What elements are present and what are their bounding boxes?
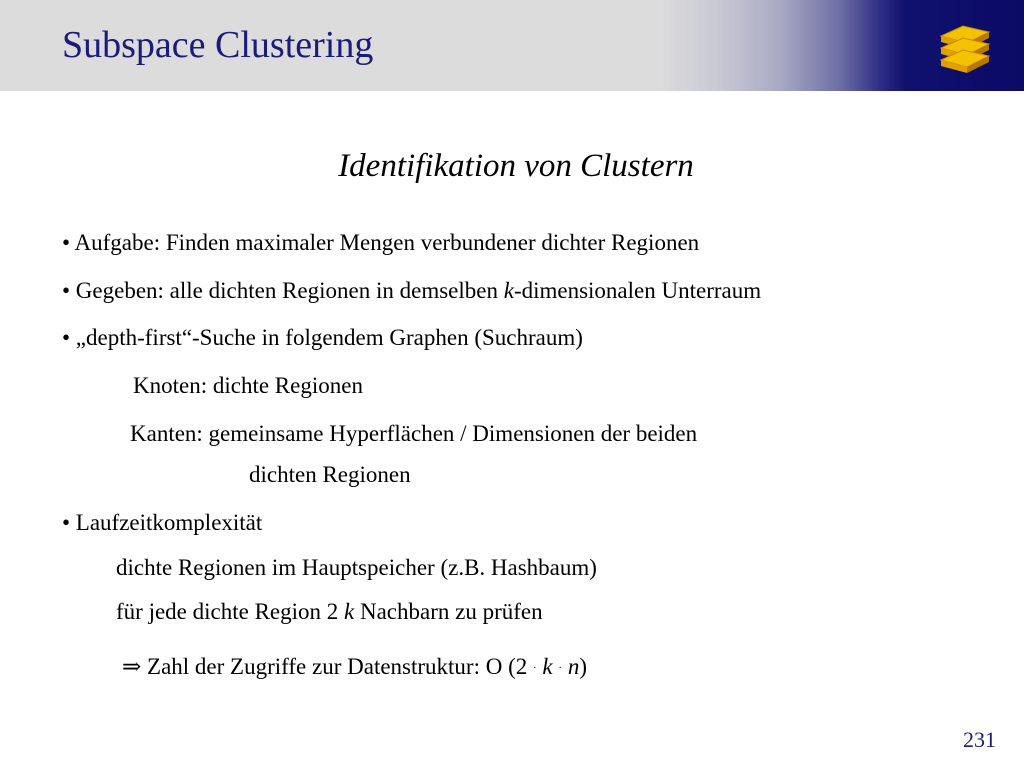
header-banner (0, 0, 1024, 91)
variable-k: k (536, 654, 559, 679)
variable-k: k (503, 278, 514, 303)
hauptspeicher-line: dichte Regionen im Hauptspeicher (z.B. Hashbaum) (116, 555, 597, 580)
complexity-text: Zahl der Zugriffe zur Datenstruktur: O (2 (141, 654, 533, 679)
bullet-gegeben-suffix: -dimensionalen Unterraum (513, 278, 762, 303)
page-number: 231 (963, 727, 996, 752)
variable-k: k (344, 599, 355, 624)
bullet-depth-first: • „depth-first“-Suche in folgendem Graphen (Suchraum) (62, 325, 583, 350)
bullet-gegeben-text: • Gegeben: alle dichten Regionen in demselben (62, 278, 504, 303)
nachbarn-suffix: Nachbarn zu prüfen (354, 599, 543, 624)
slide-subtitle: Identifikation von Clustern (338, 148, 694, 184)
knoten-line: Knoten: dichte Regionen (133, 373, 363, 398)
multiplication-dot: · (533, 662, 537, 674)
nachbarn-line (116, 598, 543, 626)
bullet-gegeben (62, 277, 761, 305)
kanten-line: Kanten: gemeinsame Hyperflächen / Dimensionen der beiden (130, 421, 698, 446)
implies-icon: ⇒ (122, 654, 142, 679)
bullet-aufgabe: • Aufgabe: Finden maximaler Mengen verbundener dichter Regionen (62, 230, 700, 255)
stacked-layers-icon (937, 22, 993, 74)
complexity-line (122, 653, 587, 682)
complexity-close: ) (579, 654, 587, 679)
variable-n: n (562, 654, 580, 679)
kanten-line-continuation: dichten Regionen (249, 462, 411, 487)
bullet-laufzeit: • Laufzeitkomplexität (62, 510, 263, 535)
nachbarn-text: für jede dichte Region 2 (116, 599, 345, 624)
multiplication-dot: · (558, 662, 563, 674)
slide-title: Subspace Clustering (62, 24, 374, 66)
